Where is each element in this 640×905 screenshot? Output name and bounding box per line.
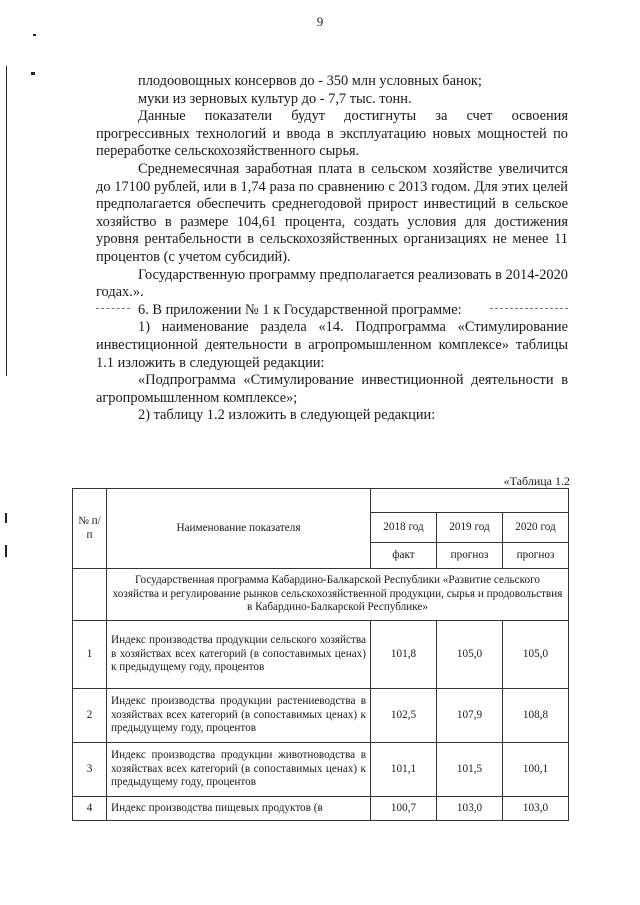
value-2019: 101,5: [437, 743, 503, 797]
value-2020: 108,8: [503, 689, 569, 743]
value-2019: 103,0: [437, 797, 503, 821]
table-row: [73, 689, 569, 743]
program-row: [73, 569, 569, 621]
value-2019: 107,9: [437, 689, 503, 743]
value-2018: 101,8: [371, 621, 437, 689]
header-name: Наименование показателя: [107, 489, 371, 569]
program-title: Государственная программа Кабардино-Балкарской Республики «Развитие сельского хозяйства и регулирование рынков сельскохозяйственной продукции, сырья и продовольствия в Кабардино-Балкарской Республике»: [107, 569, 569, 621]
header-type: факт: [371, 543, 437, 569]
scan-mark: [31, 72, 35, 75]
value-2018: 100,7: [371, 797, 437, 821]
paragraph: Данные показатели будут достигнуты за счет освоения прогрессивных технологий и ввода в эксплуатацию новых мощностей по переработке сельскохозяйственного сырья.: [96, 108, 568, 160]
program-num-cell: [73, 569, 107, 621]
row-name: Индекс производства продукции сельского хозяйства в хозяйствах всех категорий (в сопоставимых ценах) к предыдущему году, процентов: [107, 621, 371, 689]
value-2019: 105,0: [437, 621, 503, 689]
header-row: [73, 489, 569, 513]
table-caption: «Таблица 1.2: [503, 474, 570, 488]
header-type: прогноз: [503, 543, 569, 569]
scan-mark: [5, 513, 7, 523]
indicators-table: [72, 488, 569, 821]
value-2020: 103,0: [503, 797, 569, 821]
header-type: прогноз: [437, 543, 503, 569]
row-name: Индекс производства пищевых продуктов (в: [107, 797, 371, 821]
body-text: [96, 73, 568, 425]
header-year: 2018 год: [371, 513, 437, 543]
paragraph: Среднемесячная заработная плата в сельском хозяйстве увеличится до 17100 рублей, или в 1,74 раза по сравнению с 2013 годом. Для этих целей предполагается обеспечить среднегодовой прирост инвестиций в сельское хозяйство в размере 104,61 процента, создать условия для достижения уровня рентабельности в сельскохозяйственных организациях не менее 11 процентов (с учетом субсидий).: [96, 160, 568, 265]
paragraph: 6. В приложении № 1 к Государственной программе:: [138, 301, 462, 318]
row-num: 3: [73, 743, 107, 797]
value-2018: 102,5: [371, 689, 437, 743]
scan-dash-line: [96, 308, 130, 309]
page-number: 9: [316, 14, 324, 29]
scan-mark: [5, 545, 7, 557]
row-num: 2: [73, 689, 107, 743]
paragraph: «Подпрограмма «Стимулирование инвестиционной деятельности в агропромышленном комплексе»;: [96, 372, 568, 406]
header-year: 2020 год: [503, 513, 569, 543]
margin-line: [6, 66, 7, 376]
header-spacer: [371, 489, 569, 513]
header-num: № п/п: [73, 489, 107, 569]
paragraph: муки из зерновых культур до - 7,7 тыс. тонн.: [138, 90, 412, 107]
paragraph: плодоовощных консервов до - 350 млн условных банок;: [138, 73, 482, 89]
value-2018: 101,1: [371, 743, 437, 797]
scan-dash-line: [490, 308, 568, 309]
table-row: [73, 621, 569, 689]
row-name: Индекс производства продукции животноводства в хозяйствах всех категорий (в сопоставимых ценах) к предыдущему году, процентов: [107, 743, 371, 797]
scan-mark: [33, 34, 36, 36]
header-year: 2019 год: [437, 513, 503, 543]
row-num: 4: [73, 797, 107, 821]
paragraph: 1) наименование раздела «14. Подпрограмма «Стимулирование инвестиционной деятельности в агропромышленном комплексе» таблицы 1.1 изложить в следующей редакции:: [96, 319, 568, 371]
value-2020: 100,1: [503, 743, 569, 797]
row-num: 1: [73, 621, 107, 689]
row-name: Индекс производства продукции растениеводства в хозяйствах всех категорий (в сопоставимых ценах) к предыдущему году, процентов: [107, 689, 371, 743]
value-2020: 105,0: [503, 621, 569, 689]
paragraph: Государственную программу предполагается реализовать в 2014-2020 годах.».: [96, 266, 568, 301]
table-row: [73, 743, 569, 797]
table-row: [73, 797, 569, 821]
paragraph: 2) таблицу 1.2 изложить в следующей редакции:: [138, 407, 436, 424]
